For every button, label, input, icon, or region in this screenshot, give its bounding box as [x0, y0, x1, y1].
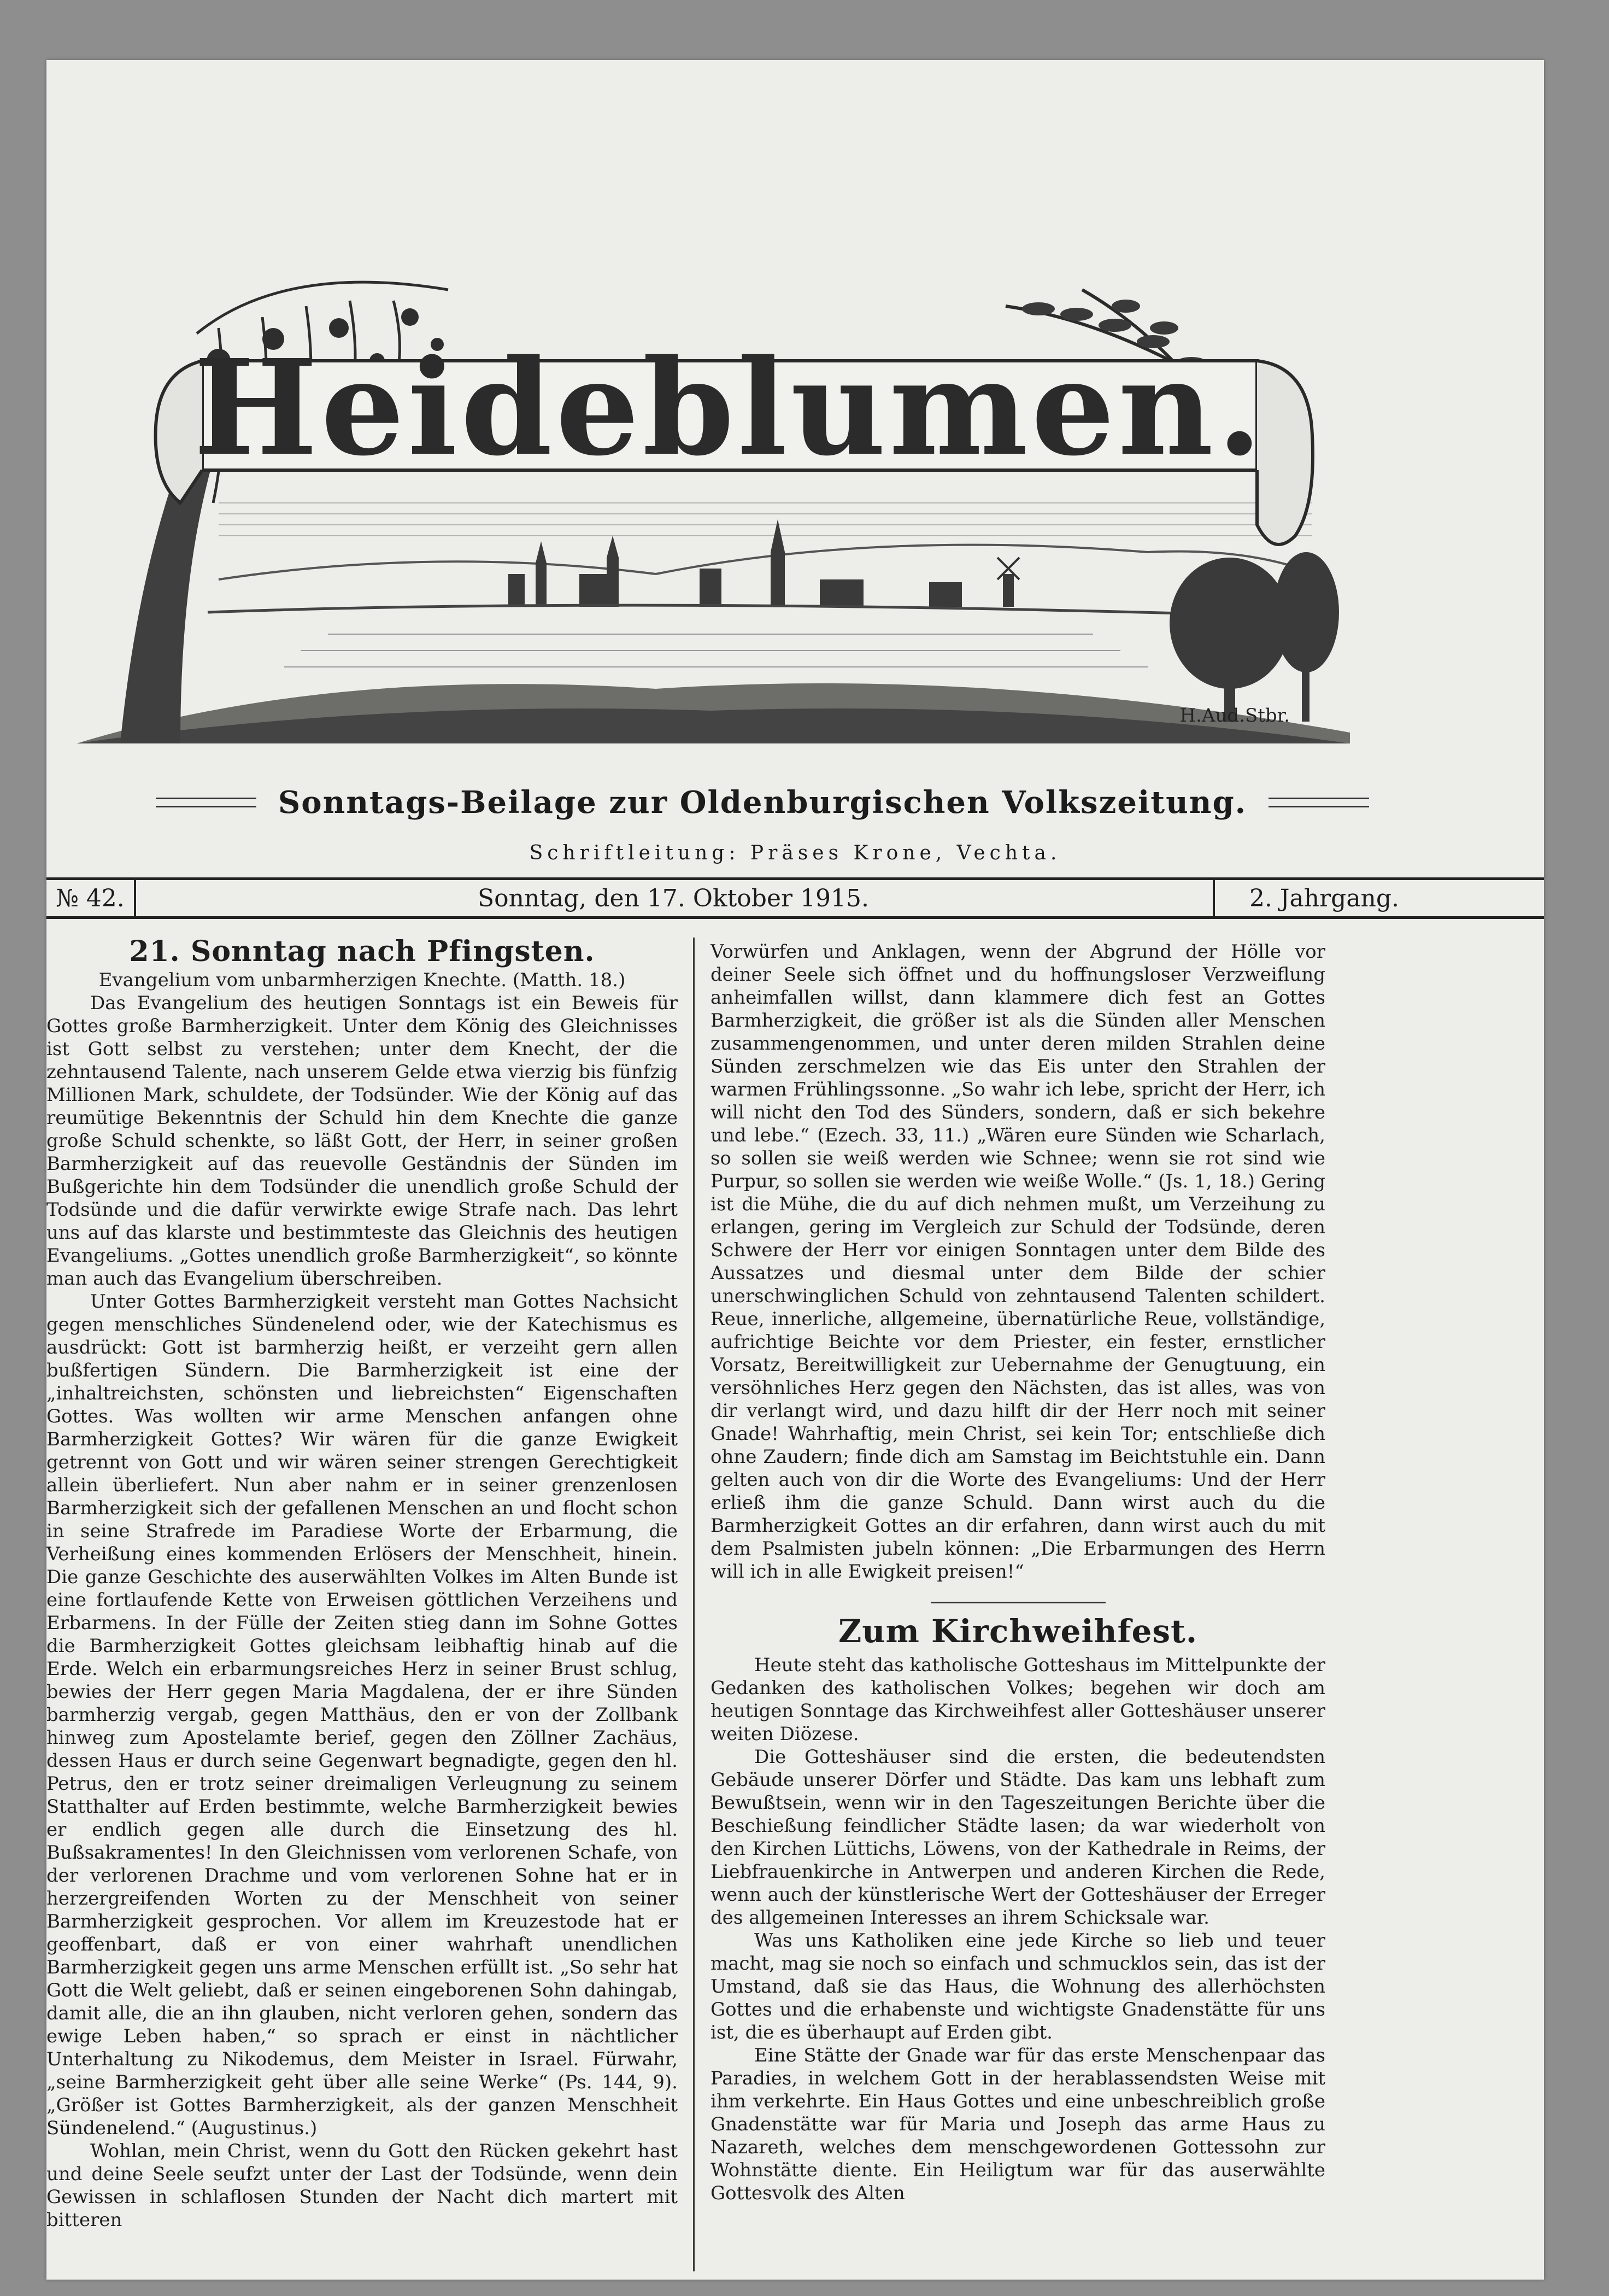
right-column [710, 940, 1325, 2205]
article2-paragraph: Eine Stätte der Gnade war für das erste Menschenpaar das Paradies, in welchem Gott in der herablassendsten Weise mit ihm verkehrte. Ein Haus Gottes und eine unbeschreiblich große Gnadenstätte war für Maria und Joseph das arme Haus zu Nazareth, welches dem menschgewordenen Gottessohn zur Wohnstätte diente. Ein Heiligtum war für das auserwählte Gottesvolk des Alten [710, 2045, 1325, 2204]
article1-paragraph: Wohlan, mein Christ, wenn du Gott den Rücken gekehrt hast und deine Seele seufzt unter der Last der Todsünde, wenn dein Gewissen in schlaflosen Stunden der Nacht dich martert mit bitteren [46, 2140, 678, 2231]
left-column [46, 935, 678, 2231]
subtitle-text: Sonntags-Beilage zur Oldenburgischen Volkszeitung. [278, 784, 1247, 821]
supplement-subtitle [156, 784, 1369, 821]
issue-date: Sonntag, den 17. Oktober 1915. [478, 884, 869, 912]
subtitle-rule-right [1269, 798, 1369, 807]
column-divider [693, 938, 695, 2271]
artist-signature: H.Aud.Stbr. [1179, 705, 1290, 727]
subtitle-rule-left [156, 798, 256, 807]
article2-paragraph: Die Gotteshäuser sind die ersten, die bedeutendsten Gebäude unserer Dörfer und Städte. Das kam uns lebhaft zum Bewußtsein, wenn wir in den Tageszeitungen Berichte über die Beschießung feindlicher Städte lasen; da war wiederholt von den Kirchen Lüttichs, Löwens, von der Kathedrale in Reims, der Liebfrauenkirche in Antwerpen und anderen Kirchen die Rede, wenn auch der künstlerische Wert der Gotteshäuser der Erreger des allgemeinen Interesses an ihrem Schicksale war. [710, 1746, 1325, 1929]
dateline-bar [46, 877, 1544, 919]
article2-heading: Zum Kirchweihfest. [838, 1613, 1198, 1650]
article1-paragraph: Unter Gottes Barmherzigkeit versteht man Gottes Nachsicht gegen menschliches Sündenelend oder, wie der Katechismus es ausdrückt: Gott ist barmherzig heißt, er verzeiht gern allen bußfertigen Sündern. Die Barmherzigkeit ist eine der „inhaltreichsten, schönsten und liebreichsten“ Eigenschaften Gottes. Was wollten wir arme Menschen anfangen ohne Barmherzigkeit Gottes? Wir wären für die ganze Ewigkeit getrennt von Gott und wir wären seiner strengen Gerechtigkeit allein überliefert. Nun aber nahm er in seiner grenzenlosen Barmherzigkeit sich der gefallenen Menschen an und flocht schon in seine Strafrede im Paradiese Worte der Erbarmung, die Verheißung eines kommenden Erlösers der Menschheit, hinein. Die ganze Geschichte des auserwählten Volkes im Alten Bunde ist eine fortlaufende Kette von Erweisen göttlichen Verzeihens und Erbarmens. In der Fülle der Zeiten stieg dann im Sohne Gottes die Barmherzigkeit Gottes gleichsam leibhaftig hinab auf die Erde. Welch ein erbarmungsreiches Herz in seiner Brust schlug, bewies der Herr gegen Maria Magdalena, der er ihre Sünden barmherzig vergab, gegen Matthäus, den er von der Zollbank hinweg zum Apostelamte berief, gegen den Zöllner Zachäus, dessen Haus er durch seine Gegenwart begnadigte, gegen den hl. Petrus, den er trotz seiner dreimaligen Verleugnung zu seinem Statthalter auf Erden bestimmte, welche Barmherzigkeit bewies er endlich gegen alle durch die Einsetzung des hl. Bußsakramentes! In den Gleichnissen vom verlorenen Schafe, von der verlorenen Drachme und vom verlorenen Sohne hat er in herzergreifenden Worten zu der Menschheit von seiner Barmherzigkeit gesprochen. Vor allem im Kreuzestode hat er geoffenbart, daß er von einer wahrhaft unendlichen Barmherzigkeit gegen uns arme Menschen erfüllt ist. „So sehr hat Gott die Welt geliebt, daß er seinen eingeborenen Sohn dahingab, damit alle, die an ihn glauben, nicht verloren gehen, sondern das ewige Leben haben,“ so sprach er einst in nächtlicher Unterhaltung zu Nikodemus, dem Meister in Israel. Fürwahr, „seine Barmherzigkeit geht über alle seine Werke“ (Ps. 144, 9). „Größer ist Gottes Barmherzigkeit, als der ganzen Menschheit Sündenelend.“ (Augustinus.) [46, 1291, 678, 2139]
article1-paragraph: Das Evangelium des heutigen Sonntags ist ein Beweis für Gottes große Barmherzigkeit. Unter dem König des Gleichnisses ist Gott selbst zu verstehen; unter dem Knecht, der die zehntausend Talente, nach unserem Gelde etwa vierzig bis fünfzig Millionen Mark, schuldete, der Todsünder. Wie der König auf das reumütige Bekenntnis der Schuld hin dem Knechte die ganze große Schuld schenkte, so läßt Gott, der Herr, in seiner großen Barmherzigkeit auf das reuevolle Geständnis der Sünden im Bußgerichte hin dem Todsünder die unendlich große Schuld der Todsünde und die dafür verwirkte ewige Strafe nach. Das lehrt uns auf das klarste und bestimmteste das Gleichnis des heutigen Evangeliums. „Gottes unendlich große Barmherzigkeit“, so könnte man auch das Evangelium überschreiben. [46, 992, 678, 1290]
article1-heading: 21. Sonntag nach Pfingsten. [129, 935, 595, 968]
article1-gospel: Evangelium vom unbarmherzigen Knechte. (Matth. 18.) [98, 969, 626, 991]
masthead-title: Heideblumen. [193, 331, 1266, 485]
article2-paragraph: Heute steht das katholische Gotteshaus im Mittelpunkte der Gedanken des katholischen Volkes; begehen wir doch am heutigen Sonntage das Kirchweihfest aller Gotteshäuser unserer weiten Diözese. [710, 1654, 1325, 1745]
volume-number: 2. Jahrgang. [1213, 880, 1434, 916]
section-separator [931, 1602, 1106, 1603]
newspaper-page [46, 60, 1544, 2280]
article2-paragraph: Was uns Katholiken eine jede Kirche so lieb und teuer macht, mag sie noch so einfach und schmucklos sein, das ist der Umstand, daß sie das Haus, die Wohnung des allerhöchsten Gottes und die erhabenste und wichtigste Gnadenstätte für uns ist, die es überhaupt auf Erden gibt. [710, 1930, 1325, 2043]
issue-number: № 42. [46, 880, 136, 916]
editor-line: Schriftleitung: Präses Krone, Vechta. [529, 842, 1061, 864]
masthead-illustration [55, 197, 1355, 743]
article1-continuation: Vorwürfen und Anklagen, wenn der Abgrund der Hölle vor deiner Seele sich öffnet und du hoffnungsloser Verzweiflung anheimfallen willst, dann klammere dich fest an Gottes Barmherzigkeit, die größer ist als die Sünden aller Menschen zusammengenommen, und unter deren milden Strahlen deine Sünden zerschmelzen wie das Eis unter den Strahlen der warmen Frühlingssonne. „So wahr ich lebe, spricht der Herr, ich will nicht den Tod des Sünders, sondern, daß er sich bekehre und lebe.“ (Ezech. 33, 11.) „Wären eure Sünden wie Scharlach, so sollen sie weiß werden wie Schnee; wenn sie rot sind wie Purpur, so sollen sie werden wie weiße Wolle.“ (Js. 1, 18.) Gering ist die Mühe, die du auf dich nehmen mußt, um Verzeihung zu erlangen, gering im Vergleich zur Schuld der Todsünde, deren Schwere der Herr vor einigen Sonntagen unter dem Bilde des Aussatzes und diesmal unter dem Bilde der schier unerschwinglichen Schuld von zehntausend Talenten schildert. Reue, innerliche, allgemeine, übernatürliche Reue, vollständige, aufrichtige Beichte vor dem Priester, ein fester, ernstlicher Vorsatz, Bereitwilligkeit zur Uebernahme der Genugtuung, ein versöhnliches Herz gegen den Nächsten, das ist alles, was von dir verlangt wird, und dazu hilft dir der Herr noch mit seiner Gnade! Wahrhaftig, mein Christ, sei kein Tor; entschließe dich ohne Zaudern; finde dich am Samstag im Beichtstuhle ein. Dann gelten auch von dir die Worte des Evangeliums: Und der Herr erließ ihm die ganze Schuld. Dann wirst auch du die Barmherzigkeit Gottes an dir erfahren, dann wirst auch du mit dem Psalmisten jubeln können: „Die Erbarmungen des Herrn will ich in alle Ewigkeit preisen!“ [710, 941, 1325, 1583]
